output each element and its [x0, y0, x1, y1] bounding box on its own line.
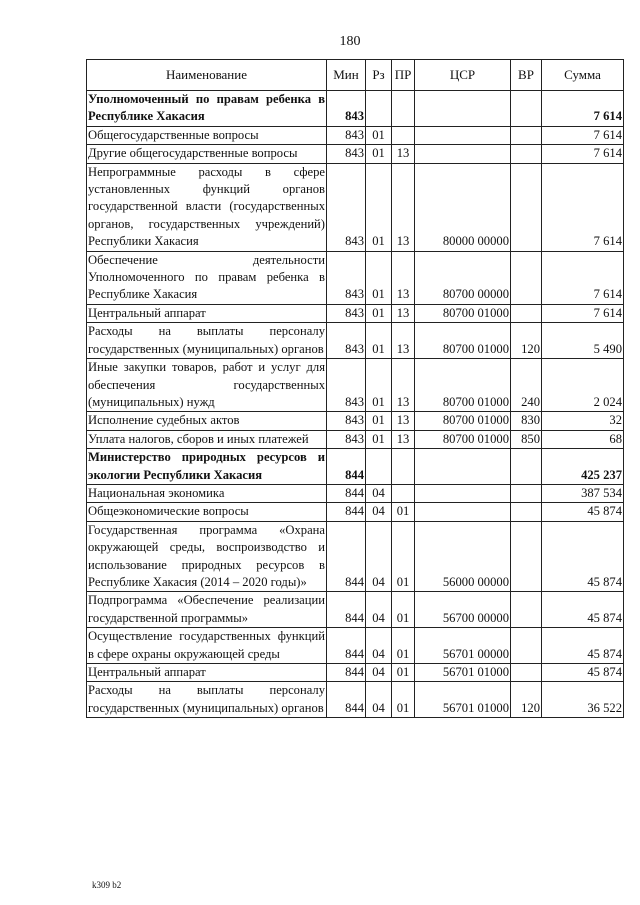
cell-rz [366, 91, 392, 127]
cell-csr: 56701 01000 [415, 682, 511, 718]
cell-pr: 01 [392, 503, 415, 521]
table-row [87, 430, 624, 448]
cell-csr: 56701 00000 [415, 628, 511, 664]
cell-min: 844 [327, 664, 366, 682]
cell-sum: 425 237 [542, 449, 624, 485]
cell-min: 844 [327, 628, 366, 664]
cell-rz: 04 [366, 484, 392, 502]
cell-sum: 45 874 [542, 503, 624, 521]
cell-min: 843 [327, 304, 366, 322]
cell-name: Обеспечение деятельности Уполномоченного по правам ребенка в Республике Хакасия [87, 251, 327, 304]
table-row [87, 592, 624, 628]
cell-csr [415, 91, 511, 127]
cell-vr [511, 91, 542, 127]
col-header-vr: ВР [511, 60, 542, 91]
cell-min: 844 [327, 484, 366, 502]
cell-pr: 13 [392, 145, 415, 163]
cell-pr: 13 [392, 251, 415, 304]
cell-min: 844 [327, 592, 366, 628]
cell-pr [392, 126, 415, 144]
table-body [87, 91, 624, 718]
cell-vr: 120 [511, 682, 542, 718]
cell-min: 843 [327, 359, 366, 412]
cell-csr [415, 145, 511, 163]
cell-name: Общегосударственные вопросы [87, 126, 327, 144]
cell-min: 844 [327, 521, 366, 592]
cell-pr: 13 [392, 412, 415, 430]
cell-rz: 01 [366, 145, 392, 163]
cell-sum: 7 614 [542, 91, 624, 127]
cell-vr [511, 628, 542, 664]
cell-min: 843 [327, 412, 366, 430]
cell-min: 844 [327, 449, 366, 485]
cell-sum: 68 [542, 430, 624, 448]
cell-csr: 80700 01000 [415, 304, 511, 322]
cell-vr: 850 [511, 430, 542, 448]
cell-pr [392, 91, 415, 127]
cell-name: Уполномоченный по правам ребенка в Республике Хакасия [87, 91, 327, 127]
cell-vr [511, 521, 542, 592]
cell-pr [392, 484, 415, 502]
table-row [87, 521, 624, 592]
cell-name: Государственная программа «Охрана окружающей среды, воспроизводство и использование природных ресурсов в Республике Хакасия (2014 – 2020 годы)» [87, 521, 327, 592]
cell-min: 844 [327, 503, 366, 521]
col-header-name: Наименование [87, 60, 327, 91]
cell-sum: 45 874 [542, 628, 624, 664]
cell-name: Министерство природных ресурсов и экологии Республики Хакасия [87, 449, 327, 485]
cell-vr [511, 503, 542, 521]
cell-min: 843 [327, 91, 366, 127]
cell-vr [511, 592, 542, 628]
table-row [87, 304, 624, 322]
cell-vr [511, 145, 542, 163]
cell-min: 843 [327, 145, 366, 163]
cell-rz [366, 449, 392, 485]
col-header-rz: Рз [366, 60, 392, 91]
cell-rz: 04 [366, 503, 392, 521]
cell-csr: 80700 00000 [415, 251, 511, 304]
cell-rz: 01 [366, 163, 392, 251]
cell-pr: 13 [392, 323, 415, 359]
cell-min: 843 [327, 163, 366, 251]
cell-sum: 45 874 [542, 521, 624, 592]
cell-sum: 5 490 [542, 323, 624, 359]
cell-pr: 13 [392, 359, 415, 412]
cell-name: Центральный аппарат [87, 304, 327, 322]
cell-pr: 01 [392, 592, 415, 628]
cell-csr [415, 126, 511, 144]
cell-sum: 45 874 [542, 664, 624, 682]
cell-pr: 01 [392, 628, 415, 664]
cell-name: Осуществление государственных функций в сфере охраны окружающей среды [87, 628, 327, 664]
cell-sum: 7 614 [542, 304, 624, 322]
cell-name: Уплата налогов, сборов и иных платежей [87, 430, 327, 448]
cell-rz: 04 [366, 592, 392, 628]
cell-sum: 36 522 [542, 682, 624, 718]
cell-csr: 80700 01000 [415, 359, 511, 412]
cell-pr: 13 [392, 430, 415, 448]
cell-name: Общеэкономические вопросы [87, 503, 327, 521]
cell-min: 844 [327, 682, 366, 718]
cell-name: Иные закупки товаров, работ и услуг для обеспечения государственных (муниципальных) нужд [87, 359, 327, 412]
cell-min: 843 [327, 251, 366, 304]
page-number: 180 [339, 34, 361, 49]
cell-sum: 7 614 [542, 251, 624, 304]
cell-rz: 04 [366, 628, 392, 664]
cell-csr: 56701 01000 [415, 664, 511, 682]
cell-name: Непрограммные расходы в сфере установленных функций органов государственной власти (государственных органов, государственных учреждений) Республики Хакасия [87, 163, 327, 251]
cell-pr: 01 [392, 521, 415, 592]
cell-pr: 13 [392, 304, 415, 322]
cell-pr: 13 [392, 163, 415, 251]
table-row [87, 323, 624, 359]
cell-name: Национальная экономика [87, 484, 327, 502]
table-row [87, 628, 624, 664]
cell-sum: 7 614 [542, 145, 624, 163]
cell-csr [415, 484, 511, 502]
cell-csr: 56000 00000 [415, 521, 511, 592]
col-header-pr: ПР [392, 60, 415, 91]
budget-table [86, 59, 624, 718]
cell-csr: 80700 01000 [415, 430, 511, 448]
cell-min: 843 [327, 126, 366, 144]
cell-name: Другие общегосударственные вопросы [87, 145, 327, 163]
cell-vr [511, 484, 542, 502]
cell-rz: 04 [366, 682, 392, 718]
cell-min: 843 [327, 430, 366, 448]
table-row [87, 484, 624, 502]
cell-pr: 01 [392, 664, 415, 682]
cell-name: Исполнение судебных актов [87, 412, 327, 430]
cell-vr [511, 251, 542, 304]
col-header-csr: ЦСР [415, 60, 511, 91]
cell-rz: 01 [366, 323, 392, 359]
cell-sum: 45 874 [542, 592, 624, 628]
cell-csr: 56700 00000 [415, 592, 511, 628]
cell-csr: 80700 01000 [415, 323, 511, 359]
cell-rz: 01 [366, 412, 392, 430]
col-header-sum: Сумма [542, 60, 624, 91]
cell-rz: 01 [366, 251, 392, 304]
cell-pr [392, 449, 415, 485]
table-header-row [87, 60, 624, 91]
cell-vr: 120 [511, 323, 542, 359]
table-row [87, 251, 624, 304]
table-row [87, 359, 624, 412]
table-row [87, 682, 624, 718]
cell-sum: 2 024 [542, 359, 624, 412]
cell-name: Центральный аппарат [87, 664, 327, 682]
table-row [87, 163, 624, 251]
cell-csr [415, 449, 511, 485]
footer-code: k309 b2 [92, 880, 122, 890]
cell-sum: 387 534 [542, 484, 624, 502]
cell-csr: 80700 01000 [415, 412, 511, 430]
cell-rz: 01 [366, 304, 392, 322]
cell-vr [511, 163, 542, 251]
cell-name: Подпрограмма «Обеспечение реализации государственной программы» [87, 592, 327, 628]
col-header-min: Мин [327, 60, 366, 91]
cell-name: Расходы на выплаты персоналу государственных (муниципальных) органов [87, 323, 327, 359]
cell-rz: 04 [366, 664, 392, 682]
cell-vr: 240 [511, 359, 542, 412]
cell-vr [511, 449, 542, 485]
cell-rz: 04 [366, 521, 392, 592]
table-row [87, 412, 624, 430]
cell-vr [511, 126, 542, 144]
cell-sum: 7 614 [542, 126, 624, 144]
table-row [87, 449, 624, 485]
table-row [87, 91, 624, 127]
cell-name: Расходы на выплаты персоналу государственных (муниципальных) органов [87, 682, 327, 718]
cell-csr [415, 503, 511, 521]
cell-rz: 01 [366, 359, 392, 412]
cell-vr: 830 [511, 412, 542, 430]
cell-rz: 01 [366, 126, 392, 144]
cell-rz: 01 [366, 430, 392, 448]
cell-sum: 7 614 [542, 163, 624, 251]
cell-min: 843 [327, 323, 366, 359]
cell-vr [511, 664, 542, 682]
cell-sum: 32 [542, 412, 624, 430]
table-row [87, 145, 624, 163]
cell-pr: 01 [392, 682, 415, 718]
table-row [87, 664, 624, 682]
table-row [87, 503, 624, 521]
table-row [87, 126, 624, 144]
cell-vr [511, 304, 542, 322]
cell-csr: 80000 00000 [415, 163, 511, 251]
